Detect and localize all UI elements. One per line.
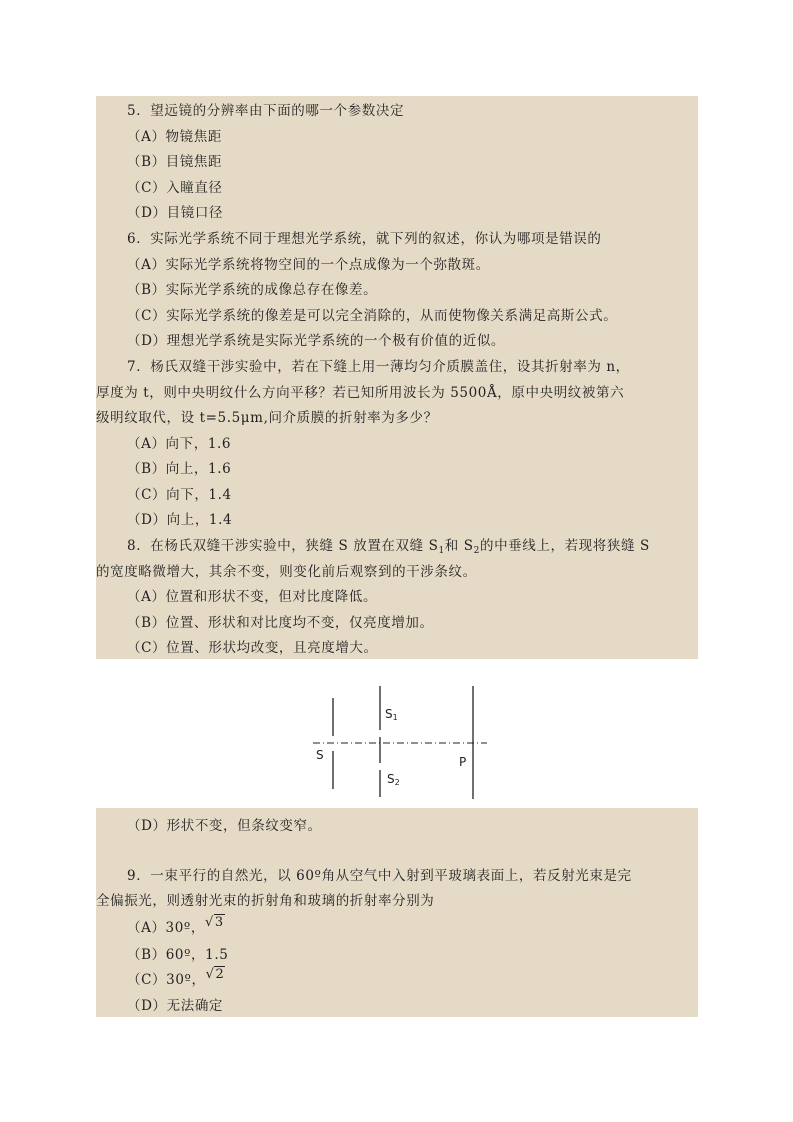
label-p: P	[459, 755, 467, 769]
label-s1	[385, 707, 398, 722]
q7-stem-line3: 级明纹取代，设 t=5.5μm,问介质膜的折射率为多少？	[96, 410, 438, 426]
radicand-2: 2	[215, 967, 225, 982]
label-s: S	[316, 748, 324, 762]
q9-stem-line2: 全偏振光，则透射光束的折射角和玻璃的折射率分别为	[96, 893, 435, 909]
label-s1-sub: 1	[392, 713, 398, 722]
q8-stem-part-b: 和 S	[444, 538, 474, 554]
q7-stem-line2: 厚度为 t，则中央明纹什么方向平移？若已知所用波长为 5500Å，原中央明纹被第六	[96, 385, 625, 401]
q9-option-d: （D）无法确定	[127, 998, 224, 1014]
sqrt-3	[205, 915, 225, 930]
q7-option-c: （C）向下，1.4	[127, 487, 232, 503]
questions-block-upper	[96, 96, 698, 659]
q9-option-a-text: （A）30º，	[127, 920, 205, 936]
q8-option-c: （C）位置、形状均改变，且亮度增大。	[127, 640, 378, 656]
q7-stem-line1: 7．杨氏双缝干涉实验中，若在下缝上用一薄均匀介质膜盖住，设其折射率为 n，	[127, 359, 630, 375]
q5-option-b: （B）目镜焦距	[127, 154, 223, 170]
q8-option-a: （A）位置和形状不变，但对比度降低。	[127, 589, 378, 605]
q9-stem-line1: 9．一束平行的自然光，以 60º角从空气中入射到平玻璃表面上，若反射光束是完	[127, 868, 632, 884]
q7-option-a: （A）向下，1.6	[127, 436, 232, 452]
q8-stem-line1	[127, 536, 650, 561]
label-s2	[387, 772, 400, 787]
q8-stem-line2: 的宽度略微增大，其余不变，则变化前后观察到的干涉条纹。	[96, 564, 477, 580]
q7-option-d: （D）向上，1.4	[127, 512, 233, 528]
q8-stem-part-c: 的中垂线上，若现将狭缝 S	[479, 538, 650, 554]
q9-option-b: （B）60º，1.5	[127, 947, 229, 963]
q9-option-a	[127, 915, 225, 939]
q5-stem: 5．望远镜的分辨率由下面的哪一个参数决定	[127, 103, 405, 119]
q5-option-c: （C）入瞳直径	[127, 180, 223, 196]
sqrt-sign-a: √	[204, 915, 214, 930]
q6-option-b: （B）实际光学系统的成像总存在像差。	[127, 282, 378, 298]
q8-stem-part-a: 8．在杨氏双缝干涉实验中，狭缝 S 放置在双缝 S	[127, 538, 439, 554]
label-s1-text: S	[385, 707, 393, 721]
q6-stem: 6．实际光学系统不同于理想光学系统，就下列的叙述，你认为哪项是错误的	[127, 231, 602, 247]
questions-block-lower	[96, 808, 698, 1017]
sqrt-2	[206, 967, 226, 982]
q6-option-c: （C）实际光学系统的像差是可以完全消除的，从而使物像关系满足高斯公式。	[127, 308, 618, 324]
q8-option-d: （D）形状不变，但条纹变窄。	[127, 818, 322, 834]
q5-option-d: （D）目镜口径	[127, 205, 224, 221]
label-s2-sub: 2	[394, 778, 400, 787]
label-s2-text: S	[387, 772, 395, 786]
sqrt-sign-c: √	[205, 967, 215, 982]
q8-subscript-2: 2	[473, 546, 480, 556]
q8-subscript-1: 1	[438, 546, 445, 556]
q9-option-c	[127, 967, 225, 991]
q9-option-c-text: （C）30º，	[127, 972, 206, 988]
q8-option-b: （B）位置、形状和对比度均不变，仅亮度增加。	[127, 615, 434, 631]
q5-option-a: （A）物镜焦距	[127, 129, 222, 145]
radicand-3: 3	[214, 915, 224, 930]
q6-option-d: （D）理想光学系统是实际光学系统的一个极有价值的近似。	[127, 333, 506, 349]
double-slit-diagram	[310, 684, 490, 802]
q6-option-a: （A）实际光学系统将物空间的一个点成像为一个弥散斑。	[127, 257, 490, 273]
q7-option-b: （B）向上，1.6	[127, 461, 232, 477]
